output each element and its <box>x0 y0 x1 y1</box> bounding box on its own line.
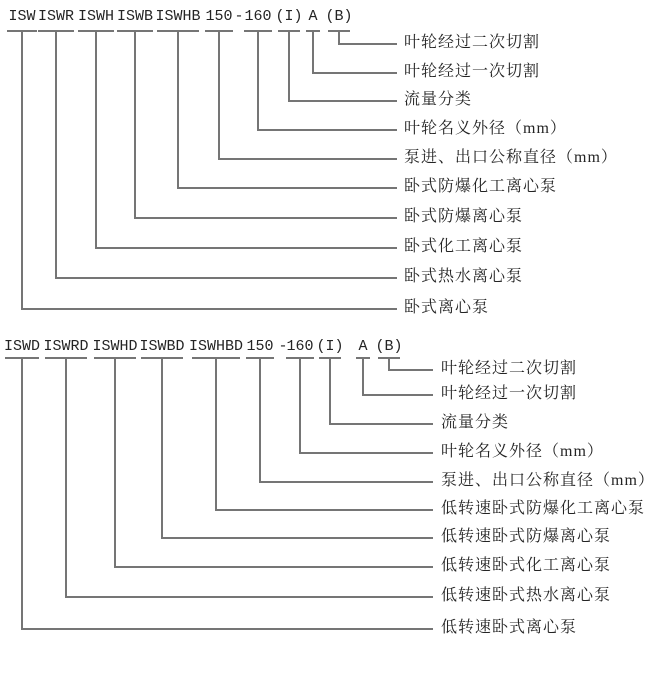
code-label: 卧式防爆离心泵 <box>404 208 524 225</box>
code-label: 低转速卧式热水离心泵 <box>441 587 612 604</box>
dash-separator: - <box>278 338 288 355</box>
model-code: ISW <box>8 8 36 25</box>
code-label: 叶轮经过二次切割 <box>441 360 578 377</box>
code-label: 低转速卧式防爆离心泵 <box>441 528 612 545</box>
connector-vertical <box>161 359 163 539</box>
connector-horizontal <box>66 596 433 598</box>
connector-vertical <box>329 359 331 425</box>
code-label: 流量分类 <box>441 414 510 431</box>
code-label: 卧式化工离心泵 <box>404 238 524 255</box>
code-label: 叶轮名义外径（mm） <box>404 120 567 137</box>
model-code: (I) <box>316 338 344 355</box>
code-label: 泵进、出口公称直径（mm） <box>404 149 618 166</box>
connector-vertical <box>114 359 116 568</box>
model-code: A <box>358 338 368 355</box>
connector-vertical <box>65 359 67 598</box>
code-label: 叶轮经过一次切割 <box>441 385 578 402</box>
connector-vertical <box>215 359 217 511</box>
connector-horizontal <box>330 423 433 425</box>
code-label: 低转速卧式离心泵 <box>441 619 578 636</box>
connector-vertical <box>259 359 261 483</box>
model-code: 150 <box>246 338 274 355</box>
code-label: 低转速卧式防爆化工离心泵 <box>441 500 646 517</box>
code-label: 卧式防爆化工离心泵 <box>404 178 558 195</box>
code-label: 叶轮经过二次切割 <box>404 34 541 51</box>
code-label: 流量分类 <box>404 91 473 108</box>
model-code: 160 <box>286 338 314 355</box>
model-code: (B) <box>375 338 403 355</box>
connector-horizontal <box>260 481 433 483</box>
connector-horizontal <box>389 369 433 371</box>
code-label: 叶轮经过一次切割 <box>404 63 541 80</box>
connector-horizontal <box>363 394 433 396</box>
model-code: ISWHBD <box>188 338 243 355</box>
connector-vertical <box>299 359 301 454</box>
model-code: A <box>308 8 318 25</box>
model-code: (I) <box>275 8 303 25</box>
connector-horizontal <box>162 537 433 539</box>
model-code: ISWHD <box>92 338 138 355</box>
model-code: (B) <box>325 8 353 25</box>
connector-vertical <box>21 359 23 630</box>
connector-horizontal <box>300 452 433 454</box>
connector-horizontal <box>216 509 433 511</box>
model-code: ISWD <box>3 338 40 355</box>
model-code: ISWB <box>116 8 153 25</box>
model-code: ISWHB <box>155 8 201 25</box>
connector-vertical <box>362 359 364 396</box>
model-code: ISWBD <box>139 338 185 355</box>
connector-horizontal <box>115 566 433 568</box>
dash-separator: - <box>234 8 244 25</box>
code-label: 卧式离心泵 <box>404 299 490 316</box>
connector-horizontal <box>22 628 433 630</box>
model-code: ISWR <box>37 8 74 25</box>
model-code: 160 <box>244 8 272 25</box>
model-code: ISWH <box>77 8 114 25</box>
code-label: 卧式热水离心泵 <box>404 268 524 285</box>
code-label: 泵进、出口公称直径（mm） <box>441 472 655 489</box>
code-label: 叶轮名义外径（mm） <box>441 443 604 460</box>
code-label: 低转速卧式化工离心泵 <box>441 557 612 574</box>
model-code: ISWRD <box>43 338 89 355</box>
model-code: 150 <box>205 8 233 25</box>
